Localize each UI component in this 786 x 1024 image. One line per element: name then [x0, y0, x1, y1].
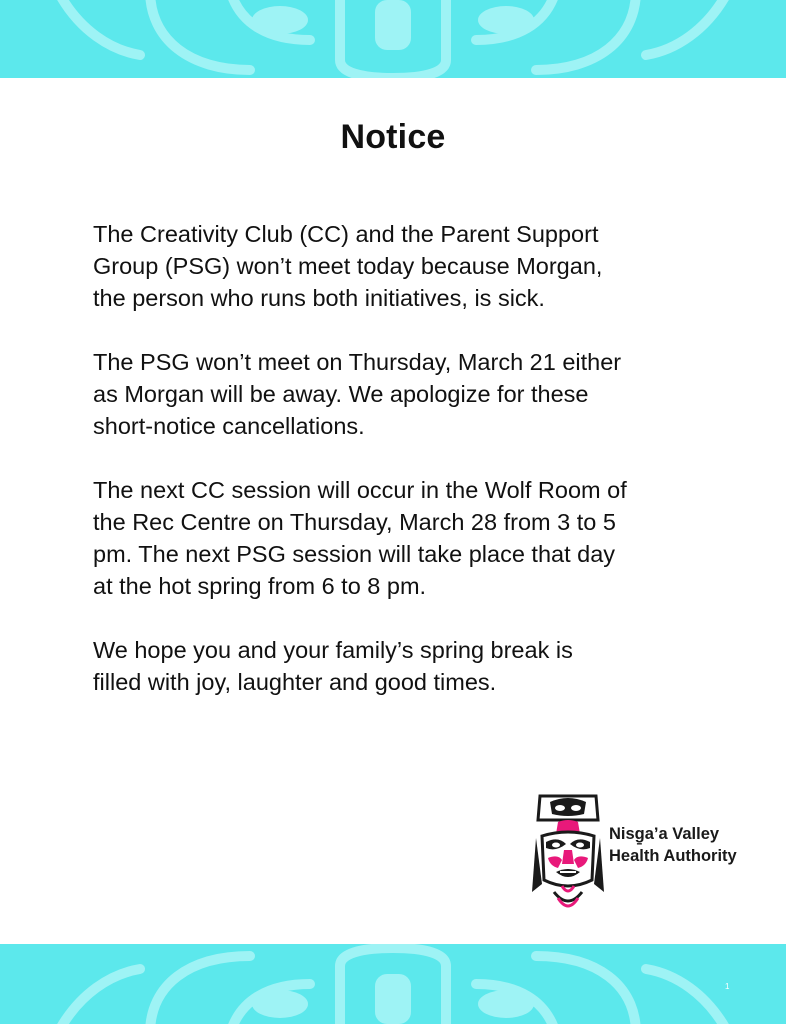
- footer-band: [0, 944, 786, 1024]
- paragraph-cancellation: The Creativity Club (CC) and the Parent Support Group (PSG) won’t meet today because Morgan, the person who runs both initiatives, is sick.: [93, 221, 603, 311]
- paragraph-next-sessions: The next CC session will occur in the Wolf Room of the Rec Centre on Thursday, March 28 from 3 to 5 pm. The next PSG session will take place that day at the hot spring from 6 to 8 pm.: [93, 477, 627, 599]
- formline-pattern-bottom: [0, 944, 786, 1024]
- formline-mask-icon: [528, 792, 608, 912]
- organization-name-line2: Health Authority: [609, 847, 737, 865]
- organization-name: [609, 823, 737, 867]
- organization-logo: [528, 792, 768, 912]
- organization-name-line1: Nisg̱a’a Valley: [609, 825, 720, 843]
- paragraph-closing: We hope you and your family’s spring break is filled with joy, laughter and good times.: [93, 637, 573, 695]
- header-band: [0, 0, 786, 78]
- notice-body: [93, 218, 733, 730]
- page-number: 1: [725, 982, 730, 991]
- notice-title: Notice: [340, 118, 446, 156]
- paragraph-thursday: The PSG won’t meet on Thursday, March 21 either as Morgan will be away. We apologize for these short-notice cancellations.: [93, 349, 622, 439]
- formline-pattern-top: [0, 0, 786, 78]
